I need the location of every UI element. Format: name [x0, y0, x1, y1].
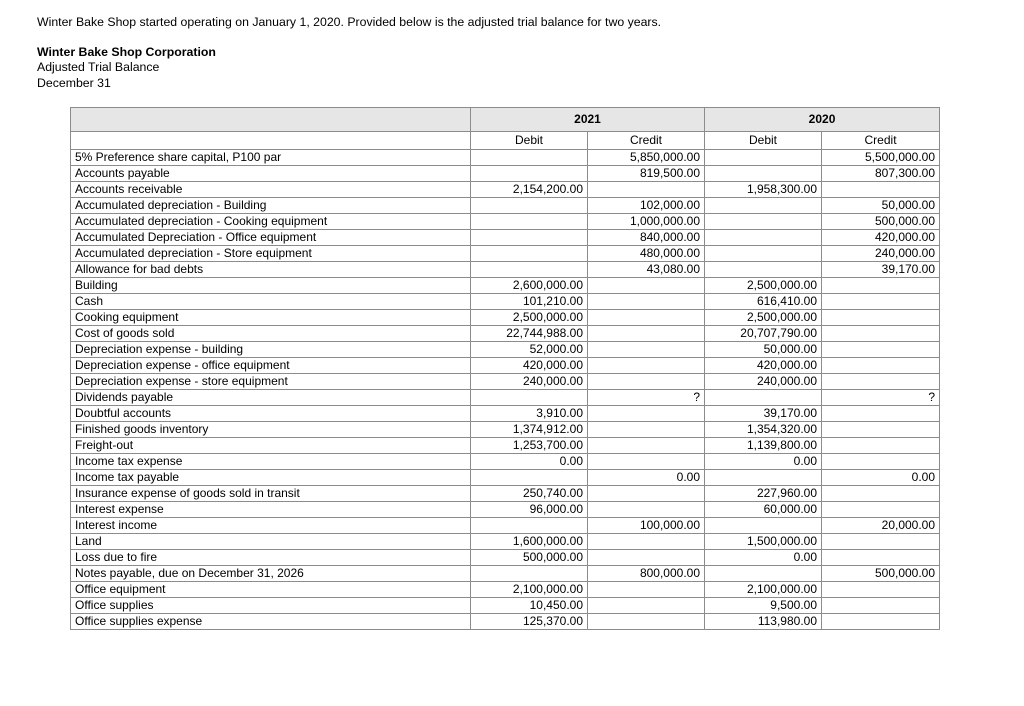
debit-2021: 3,910.00	[471, 406, 588, 422]
debit-2021: 125,370.00	[471, 614, 588, 630]
table-row	[71, 422, 940, 438]
debit-2021: 420,000.00	[471, 358, 588, 374]
debit-2020	[705, 470, 822, 486]
table-row	[71, 550, 940, 566]
debit-2020	[705, 246, 822, 262]
table-row	[71, 150, 940, 166]
table-row	[71, 166, 940, 182]
company-name: Winter Bake Shop Corporation	[37, 45, 216, 59]
debit-header-2021: Debit	[471, 132, 588, 150]
debit-2021: 1,253,700.00	[471, 438, 588, 454]
credit-2021: 102,000.00	[588, 198, 705, 214]
credit-2021	[588, 278, 705, 294]
credit-2021: 43,080.00	[588, 262, 705, 278]
credit-2021: 480,000.00	[588, 246, 705, 262]
column-header-row	[71, 132, 940, 150]
report-date: December 31	[37, 76, 111, 90]
credit-2021	[588, 182, 705, 198]
credit-2021	[588, 614, 705, 630]
credit-2020	[822, 294, 940, 310]
credit-2020	[822, 582, 940, 598]
credit-2020: 5,500,000.00	[822, 150, 940, 166]
table-row	[71, 374, 940, 390]
credit-2021	[588, 342, 705, 358]
debit-2021	[471, 518, 588, 534]
debit-2020: 60,000.00	[705, 502, 822, 518]
account-name: Interest expense	[71, 502, 471, 518]
account-name: Land	[71, 534, 471, 550]
debit-2021	[471, 230, 588, 246]
account-name: Depreciation expense - office equipment	[71, 358, 471, 374]
table-row	[71, 486, 940, 502]
debit-2021: 2,500,000.00	[471, 310, 588, 326]
account-name: Office equipment	[71, 582, 471, 598]
debit-2020: 1,500,000.00	[705, 534, 822, 550]
credit-2020: 20,000.00	[822, 518, 940, 534]
table-row	[71, 198, 940, 214]
debit-2020: 2,500,000.00	[705, 278, 822, 294]
credit-2020: 50,000.00	[822, 198, 940, 214]
table-row	[71, 342, 940, 358]
table-row	[71, 310, 940, 326]
account-name: Accounts payable	[71, 166, 471, 182]
debit-2021: 250,740.00	[471, 486, 588, 502]
credit-header-2020: Credit	[822, 132, 940, 150]
account-name: Cost of goods sold	[71, 326, 471, 342]
credit-2021: 0.00	[588, 470, 705, 486]
credit-2021	[588, 598, 705, 614]
debit-2021: 2,600,000.00	[471, 278, 588, 294]
table-row	[71, 230, 940, 246]
debit-2021: 1,374,912.00	[471, 422, 588, 438]
account-name: Accumulated depreciation - Building	[71, 198, 471, 214]
account-name: Depreciation expense - store equipment	[71, 374, 471, 390]
debit-2021	[471, 470, 588, 486]
credit-2020	[822, 326, 940, 342]
account-name: Notes payable, due on December 31, 2026	[71, 566, 471, 582]
account-name: Finished goods inventory	[71, 422, 471, 438]
credit-2020	[822, 278, 940, 294]
debit-2021: 500,000.00	[471, 550, 588, 566]
credit-2021	[588, 294, 705, 310]
table-row	[71, 294, 940, 310]
table-row	[71, 582, 940, 598]
account-name: Dividends payable	[71, 390, 471, 406]
debit-2020: 616,410.00	[705, 294, 822, 310]
year-header-blank	[71, 108, 471, 132]
table-row	[71, 470, 940, 486]
account-name: Freight-out	[71, 438, 471, 454]
credit-2020: 500,000.00	[822, 214, 940, 230]
credit-2020: 240,000.00	[822, 246, 940, 262]
account-name: Income tax expense	[71, 454, 471, 470]
debit-2020	[705, 198, 822, 214]
debit-2020: 50,000.00	[705, 342, 822, 358]
debit-2020: 2,500,000.00	[705, 310, 822, 326]
debit-2020	[705, 518, 822, 534]
account-header	[71, 132, 471, 150]
debit-2021: 2,100,000.00	[471, 582, 588, 598]
credit-2020	[822, 422, 940, 438]
debit-2020: 2,100,000.00	[705, 582, 822, 598]
credit-2020	[822, 342, 940, 358]
credit-2021	[588, 310, 705, 326]
debit-2021: 10,450.00	[471, 598, 588, 614]
account-name: Accumulated depreciation - Cooking equipment	[71, 214, 471, 230]
trial-balance-body	[71, 150, 940, 630]
credit-2020	[822, 438, 940, 454]
debit-2021	[471, 246, 588, 262]
account-name: Accounts receivable	[71, 182, 471, 198]
credit-2020	[822, 486, 940, 502]
intro-text: Winter Bake Shop started operating on January 1, 2020. Provided below is the adjusted trial balance for two years.	[37, 15, 662, 29]
debit-2021	[471, 150, 588, 166]
account-name: Cooking equipment	[71, 310, 471, 326]
debit-2021: 101,210.00	[471, 294, 588, 310]
table-row	[71, 406, 940, 422]
credit-2020	[822, 454, 940, 470]
table-row	[71, 246, 940, 262]
table-row	[71, 566, 940, 582]
debit-2021: 22,744,988.00	[471, 326, 588, 342]
table-row	[71, 262, 940, 278]
credit-2021: 1,000,000.00	[588, 214, 705, 230]
debit-2020: 9,500.00	[705, 598, 822, 614]
table-row	[71, 358, 940, 374]
credit-2021: 5,850,000.00	[588, 150, 705, 166]
debit-2020: 0.00	[705, 454, 822, 470]
debit-2021: 240,000.00	[471, 374, 588, 390]
table-row	[71, 214, 940, 230]
credit-2021: ?	[588, 390, 705, 406]
debit-2020	[705, 230, 822, 246]
debit-2021: 1,600,000.00	[471, 534, 588, 550]
credit-2020: 807,300.00	[822, 166, 940, 182]
year-header-2021: 2021	[471, 108, 705, 132]
table-row	[71, 454, 940, 470]
credit-2020	[822, 598, 940, 614]
credit-2020	[822, 614, 940, 630]
credit-2021	[588, 422, 705, 438]
debit-2021: 96,000.00	[471, 502, 588, 518]
credit-2021	[588, 454, 705, 470]
account-name: Office supplies expense	[71, 614, 471, 630]
credit-2021	[588, 358, 705, 374]
debit-2021	[471, 566, 588, 582]
credit-header-2021: Credit	[588, 132, 705, 150]
debit-header-2020: Debit	[705, 132, 822, 150]
table-row	[71, 278, 940, 294]
debit-2020: 1,354,320.00	[705, 422, 822, 438]
table-row	[71, 502, 940, 518]
credit-2021	[588, 502, 705, 518]
credit-2021: 800,000.00	[588, 566, 705, 582]
account-name: Insurance expense of goods sold in transit	[71, 486, 471, 502]
account-name: Doubtful accounts	[71, 406, 471, 422]
credit-2021	[588, 534, 705, 550]
debit-2020: 1,958,300.00	[705, 182, 822, 198]
credit-2020	[822, 406, 940, 422]
credit-2020	[822, 502, 940, 518]
credit-2020	[822, 550, 940, 566]
debit-2020: 20,707,790.00	[705, 326, 822, 342]
debit-2021	[471, 198, 588, 214]
debit-2021	[471, 262, 588, 278]
credit-2020: ?	[822, 390, 940, 406]
account-name: Accumulated depreciation - Store equipment	[71, 246, 471, 262]
debit-2020: 240,000.00	[705, 374, 822, 390]
debit-2021: 52,000.00	[471, 342, 588, 358]
debit-2020: 1,139,800.00	[705, 438, 822, 454]
table-row	[71, 534, 940, 550]
debit-2020	[705, 166, 822, 182]
credit-2020	[822, 310, 940, 326]
credit-2021	[588, 326, 705, 342]
credit-2021: 819,500.00	[588, 166, 705, 182]
table-row	[71, 598, 940, 614]
debit-2021	[471, 390, 588, 406]
account-name: Accumulated Depreciation - Office equipment	[71, 230, 471, 246]
debit-2020: 420,000.00	[705, 358, 822, 374]
credit-2020	[822, 374, 940, 390]
account-name: 5% Preference share capital, P100 par	[71, 150, 471, 166]
account-name: Loss due to fire	[71, 550, 471, 566]
debit-2021	[471, 214, 588, 230]
account-name: Income tax payable	[71, 470, 471, 486]
account-name: Cash	[71, 294, 471, 310]
debit-2020	[705, 262, 822, 278]
credit-2020	[822, 534, 940, 550]
debit-2020	[705, 150, 822, 166]
trial-balance-table	[70, 107, 940, 630]
year-header-row	[71, 108, 940, 132]
credit-2021	[588, 486, 705, 502]
year-header-2020: 2020	[705, 108, 940, 132]
credit-2021	[588, 550, 705, 566]
debit-2020	[705, 214, 822, 230]
account-name: Interest income	[71, 518, 471, 534]
debit-2020: 39,170.00	[705, 406, 822, 422]
credit-2020: 0.00	[822, 470, 940, 486]
account-name: Allowance for bad debts	[71, 262, 471, 278]
debit-2021: 2,154,200.00	[471, 182, 588, 198]
debit-2021: 0.00	[471, 454, 588, 470]
table-row	[71, 326, 940, 342]
table-row	[71, 614, 940, 630]
debit-2020: 0.00	[705, 550, 822, 566]
report-title: Adjusted Trial Balance	[37, 60, 160, 74]
credit-2021: 100,000.00	[588, 518, 705, 534]
table-row	[71, 390, 940, 406]
credit-2020	[822, 182, 940, 198]
credit-2020: 500,000.00	[822, 566, 940, 582]
credit-2020: 420,000.00	[822, 230, 940, 246]
credit-2020	[822, 358, 940, 374]
debit-2020: 113,980.00	[705, 614, 822, 630]
account-name: Depreciation expense - building	[71, 342, 471, 358]
credit-2021	[588, 438, 705, 454]
debit-2020: 227,960.00	[705, 486, 822, 502]
credit-2021	[588, 582, 705, 598]
table-row	[71, 518, 940, 534]
debit-2020	[705, 566, 822, 582]
debit-2020	[705, 390, 822, 406]
debit-2021	[471, 166, 588, 182]
table-row	[71, 182, 940, 198]
account-name: Building	[71, 278, 471, 294]
credit-2021	[588, 374, 705, 390]
credit-2020: 39,170.00	[822, 262, 940, 278]
credit-2021	[588, 406, 705, 422]
account-name: Office supplies	[71, 598, 471, 614]
table-row	[71, 438, 940, 454]
credit-2021: 840,000.00	[588, 230, 705, 246]
